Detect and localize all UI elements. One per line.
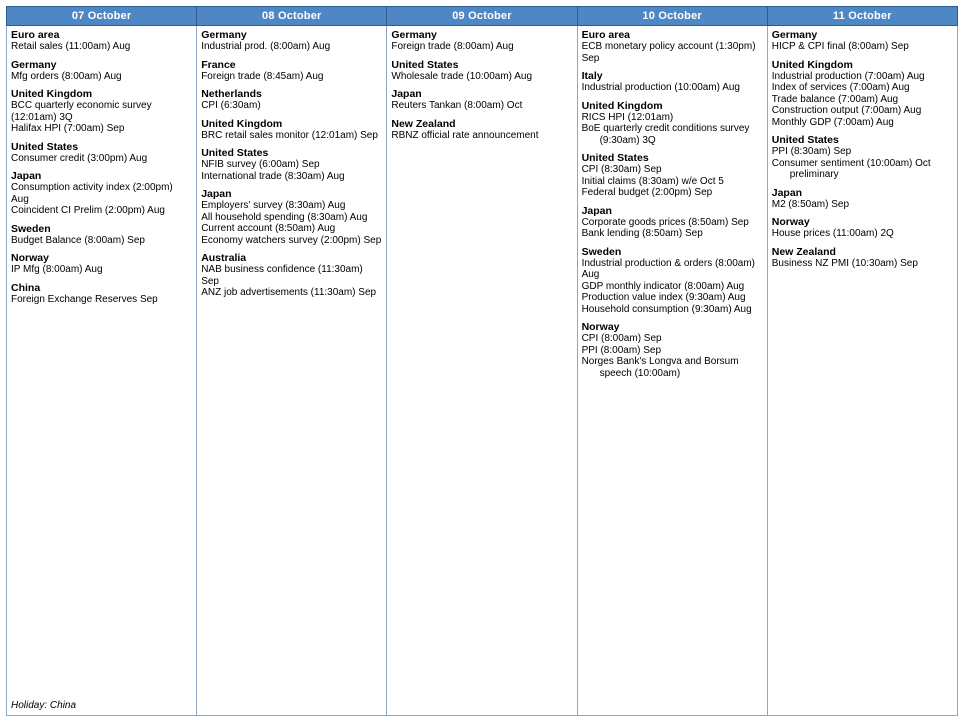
country-label: Italy — [581, 70, 603, 82]
event-item: Foreign trade (8:00am) Aug — [391, 41, 514, 52]
country-label: United Kingdom — [581, 99, 663, 112]
event-item: Industrial production & orders (8:00am) Aug — [581, 257, 755, 280]
country-label: Japan — [11, 170, 42, 182]
event-item: CPI (6:30am) — [201, 100, 261, 111]
event-item: NFIB survey (6:00am) Sep — [201, 159, 320, 170]
country-label: Sweden — [581, 245, 622, 258]
event-item: Reuters Tankan (8:00am) Oct — [391, 100, 523, 111]
event-item: Foreign Exchange Reserves Sep — [11, 293, 158, 305]
country-label: United Kingdom — [771, 58, 853, 71]
event-item: Employers' survey (8:30am) Aug — [201, 200, 346, 211]
day-cell-3-content — [391, 29, 572, 713]
country-label: Germany — [771, 29, 818, 41]
day-cell-5-content — [772, 29, 953, 713]
event-item: CPI (8:30am) Sep — [581, 164, 662, 175]
country-label: Norway — [581, 321, 620, 333]
event-item: GDP monthly indicator (8:00am) Aug — [581, 280, 745, 292]
event-item: Bank lending (8:50am) Sep — [581, 228, 703, 239]
holiday-footnote: Holiday: China — [11, 700, 77, 711]
event-item: Consumer credit (3:00pm) Aug — [11, 152, 148, 164]
calendar-header-row — [7, 7, 958, 26]
event-item: RICS HPI (12:01am) — [581, 111, 674, 123]
event-item: ECB monetary policy account (1:30pm) Sep — [581, 41, 756, 64]
calendar-body-row — [7, 26, 958, 716]
country-label: Australia — [201, 252, 247, 264]
day-cell-4-content — [582, 29, 763, 713]
event-item: Initial claims (8:30am) w/e Oct 5 — [581, 175, 724, 187]
country-label: United States — [771, 134, 839, 146]
column-header-day-2: 08 October — [197, 7, 387, 26]
event-item: House prices (11:00am) 2Q — [771, 228, 894, 239]
event-item: Business NZ PMI (10:30am) Sep — [771, 257, 918, 269]
day-cell-2 — [197, 26, 387, 716]
country-label: United States — [201, 147, 269, 159]
country-label: Euro area — [11, 29, 60, 41]
event-item: Coincident CI Prelim (2:00pm) Aug — [11, 205, 165, 216]
event-item: Monthly GDP (7:00am) Aug — [771, 116, 894, 128]
event-item: Industrial prod. (8:00am) Aug — [201, 41, 331, 52]
country-label: United States — [581, 152, 649, 164]
country-label: Germany — [11, 58, 57, 71]
event-item: Consumer sentiment (10:00am) Oct preliminary — [771, 157, 931, 180]
day-cell-3 — [387, 26, 577, 716]
country-label: United States — [11, 140, 79, 153]
country-label: China — [11, 281, 41, 294]
event-item: BCC quarterly economic survey (12:01am) 3Q — [11, 100, 152, 123]
event-item: RBNZ official rate announcement — [391, 129, 539, 141]
country-label: Norway — [11, 252, 49, 264]
event-item: M2 (8:50am) Sep — [771, 198, 850, 210]
event-item: Current account (8:50am) Aug — [201, 223, 336, 234]
country-label: United Kingdom — [11, 88, 93, 100]
country-label: France — [201, 58, 236, 71]
event-item: PPI (8:30am) Sep — [771, 146, 852, 157]
event-item: Halifax HPI (7:00am) Sep — [11, 123, 125, 134]
event-item: Wholesale trade (10:00am) Aug — [391, 70, 533, 82]
event-item: Index of services (7:00am) Aug — [771, 82, 910, 93]
column-header-day-4: 10 October — [577, 7, 767, 26]
event-item: HICP & CPI final (8:00am) Sep — [771, 41, 909, 52]
event-item: ANZ job advertisements (11:30am) Sep — [201, 287, 377, 298]
country-label: Japan — [201, 188, 232, 200]
country-label: Japan — [581, 204, 612, 217]
event-item: Trade balance (7:00am) Aug — [771, 93, 899, 105]
event-item: Norges Bank's Longva and Borsum speech (10:00am) — [581, 356, 739, 379]
event-item: International trade (8:30am) Aug — [201, 170, 345, 182]
event-item: Retail sales (11:00am) Aug — [11, 41, 131, 52]
event-item: CPI (8:00am) Sep — [581, 333, 662, 344]
event-item: Industrial production (7:00am) Aug — [771, 70, 925, 82]
country-label: Sweden — [11, 222, 51, 235]
event-item: IP Mfg (8:00am) Aug — [11, 264, 103, 275]
event-item: Federal budget (2:00pm) Sep — [581, 187, 713, 198]
country-label: Japan — [391, 88, 422, 100]
event-item: Corporate goods prices (8:50am) Sep — [581, 216, 749, 228]
event-item: Economy watchers survey (2:00pm) Sep — [201, 234, 382, 246]
country-label: Euro area — [581, 29, 631, 41]
country-label: New Zealand — [391, 117, 456, 130]
event-item: BRC retail sales monitor (12:01am) Sep — [201, 129, 378, 141]
day-cell-4 — [577, 26, 767, 716]
economic-calendar-table — [6, 6, 958, 716]
event-item: All household spending (8:30am) Aug — [201, 211, 368, 223]
event-item: Budget Balance (8:00am) Sep — [11, 234, 145, 246]
column-header-day-3: 09 October — [387, 7, 577, 26]
event-item: Consumption activity index (2:00pm) Aug — [11, 182, 173, 205]
country-label: Germany — [201, 29, 247, 41]
event-item: Industrial production (10:00am) Aug — [581, 82, 740, 93]
event-item: Production value index (9:30am) Aug — [581, 292, 746, 303]
day-cell-5 — [767, 26, 957, 716]
country-label: Germany — [391, 29, 437, 41]
event-item: Household consumption (9:30am) Aug — [581, 303, 752, 315]
country-label: United States — [391, 58, 459, 71]
event-item: Construction output (7:00am) Aug — [771, 105, 922, 116]
column-header-day-1: 07 October — [7, 7, 197, 26]
country-label: Netherlands — [201, 88, 262, 100]
country-label: New Zealand — [771, 245, 836, 258]
country-label: United Kingdom — [201, 117, 283, 130]
country-label: Japan — [771, 186, 803, 199]
country-label: Norway — [771, 216, 810, 228]
day-cell-1-content — [11, 29, 192, 713]
event-item: NAB business confidence (11:30am) Sep — [201, 264, 363, 287]
day-cell-2-content — [201, 29, 382, 713]
event-item: Mfg orders (8:00am) Aug — [11, 70, 122, 82]
event-item: PPI (8:00am) Sep — [581, 344, 662, 356]
event-item: Foreign trade (8:45am) Aug — [201, 70, 324, 82]
day-cell-1 — [7, 26, 197, 716]
column-header-day-5: 11 October — [767, 7, 957, 26]
event-item: BoE quarterly credit conditions survey (9:30am) 3Q — [581, 123, 750, 146]
